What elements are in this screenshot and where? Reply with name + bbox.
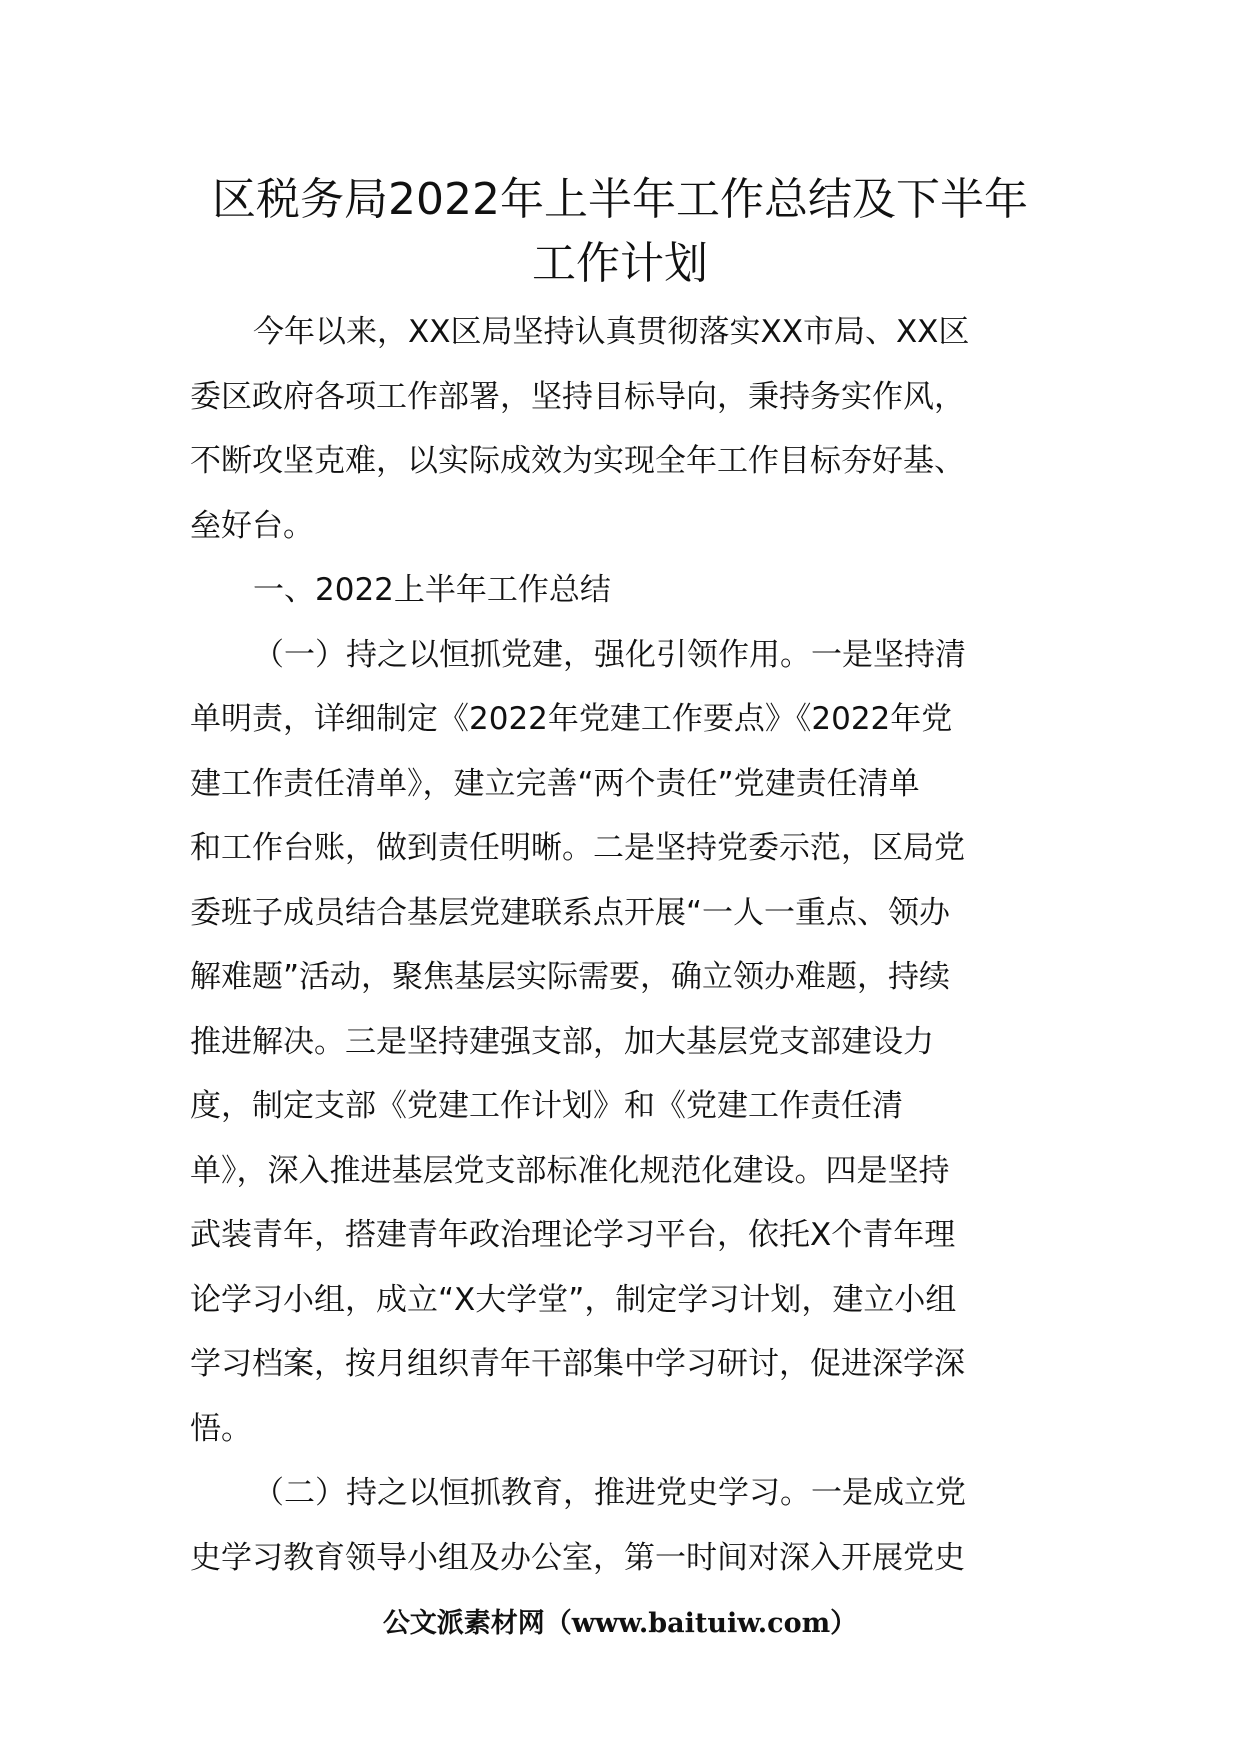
paragraph-intro-line: 不断攻坚克难，以实际成效为实现全年工作目标夯好基、: [190, 443, 965, 479]
paragraph-one-line: 委班子成员结合基层党建联系点开展“一人一重点、领办: [190, 894, 951, 931]
paragraph-intro-line: 垒好台。: [190, 507, 314, 544]
paragraph-one-line: 单》，深入推进基层党支部标准化规范化建设。四是坚持: [190, 1152, 950, 1189]
paragraph-one-line: 和工作台账，做到责任明晰。二是坚持党委示范，区局党: [190, 830, 965, 866]
paragraph-one-line: 度，制定支部《党建工作计划》和《党建工作责任清: [190, 1088, 903, 1124]
paragraph-one-line: 论学习小组，成立“X大学堂”，制定学习计划，建立小组: [190, 1281, 957, 1318]
paragraph-one-line: 武装青年，搭建青年政治理论学习平台，依托X个青年理: [190, 1217, 956, 1253]
paragraph-two-line: 史学习教育领导小组及办公室，第一时间对深入开展党史: [190, 1539, 965, 1576]
title-line-2: 工作计划: [532, 238, 708, 289]
document-title: [150, 168, 1090, 296]
footer-source: 公文派素材网（www.baituiw.com）: [382, 1608, 858, 1639]
paragraph-one-line: 解难题”活动，聚焦基层实际需要，确立领办难题，持续: [190, 959, 951, 995]
document-body: [190, 300, 1060, 1590]
paragraph-one-line: 建工作责任清单》，建立完善“两个责任”党建责任清单: [190, 765, 920, 802]
paragraph-one-line: （一）持之以恒抓党建，强化引领作用。一是坚持清: [253, 636, 966, 673]
paragraph-intro-line: 今年以来，XX区局坚持认真贯彻落实XX市局、XX区: [253, 314, 970, 350]
paragraph-one-line: 学习档案，按月组织青年干部集中学习研讨，促进深学深: [190, 1346, 965, 1382]
section-heading: 一、2022上半年工作总结: [253, 572, 611, 608]
paragraph-two-line: （二）持之以恒抓教育，推进党史学习。一是成立党: [253, 1475, 966, 1511]
paragraph-one-line: 悟。: [190, 1410, 252, 1447]
title-line-1: 区税务局2022年上半年工作总结及下半年: [212, 174, 1028, 225]
paragraph-intro-line: 委区政府各项工作部署，坚持目标导向，秉持务实作风，: [190, 378, 965, 415]
paragraph-one-line: 单明责，详细制定《2022年党建工作要点》《2022年党: [190, 701, 953, 737]
paragraph-one-line: 推进解决。三是坚持建强支部，加大基层党支部建设力: [190, 1023, 934, 1060]
